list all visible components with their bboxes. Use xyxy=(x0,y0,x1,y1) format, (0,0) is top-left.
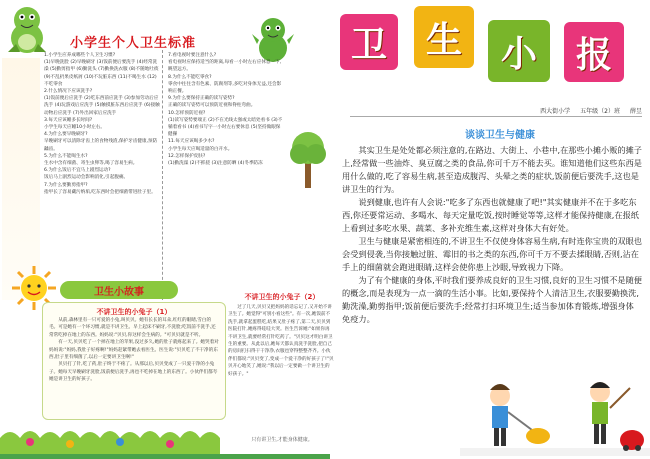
title-char-2: 生 xyxy=(414,6,474,68)
cartoon-dinosaur-left xyxy=(2,2,52,58)
dashed-divider xyxy=(162,50,163,300)
article-title: 谈谈卫生与健康 xyxy=(465,130,535,141)
story-banner-label: 卫生小故事 xyxy=(94,286,144,298)
story-1-text: 从前,森林里有一只可爱的小兔,叫贝贝。她有长长的耳朵,红红的眼睛,雪白的毛。可是她有一个坏习惯,就是不讲卫生。早上起床不刷牙,不洗脸;吃饭前不洗手,还常常吃掉在地上的东西。妈妈说:"贝贝,你这样会生病的。"可贝贝就是不听。 有一天,贝贝吃了一个掉在地上的苹果,没过多久,她的肚子就疼起来了。她哭着对妈妈说:"妈妈,我肚子好疼啊!"妈妈赶紧带她去看医生。医生说:"贝贝吃了不干净的东西,肚子里有细菌了,以后一定要讲卫生啊!" 贝贝打了针,吃了药,肚子终于不疼了。从那以后,贝贝变成了一只爱干净的小兔子。她每天早晚刷牙洗脸,饭前便后洗手,再也不吃掉在地上的东西了。小伙伴们都夸她是讲卫生的好孩子。 xyxy=(49,318,219,383)
tree-icon xyxy=(288,120,328,190)
cleaning-kids-illustration xyxy=(460,370,650,456)
school-name: 西大街小学 xyxy=(540,108,571,115)
student-info xyxy=(450,106,650,115)
story-2-card xyxy=(224,292,339,454)
right-panel xyxy=(330,0,650,459)
title-char-4: 报 xyxy=(564,22,624,82)
article-paragraph-3: 卫生与健康是紧密相连的,不讲卫生不仅使身体容易生病,有时连你宝贵的双眼也会受到侵袭,当你接触过脏、霉旧的书之类的东西,你可千万不要去揉眼睛,否则,沾在手上的细菌就会跑进眼睛,这样会使你患上沙眼,导致视力下降。 xyxy=(342,236,642,272)
article-paragraph-2: 说到健康,也许有人会说:"吃多了东西也就健康了吧!"其实健康并不在于多吃东西,你还要常运动、多喝水、每天定量吃饭,按时睡觉等等,这样才能保持健康,在报纸上看到过多吃水果、蔬菜、多补充维生素,这样对身体大有好处。 xyxy=(342,197,639,233)
article-paragraph-4: 为了有个健康的身体,平时我们要养成良好的卫生习惯,良好的卫生习惯不是随便的概念,而是表现为一点一滴的生活小事。比如,要保持个人清洁卫生,衣服要勤换洗,勤洗澡,勤剪指甲;饭前便后要洗手;经常打扫环境卫生;适当参加体育锻炼,增强身体免疫力。 xyxy=(342,275,642,324)
standards-column-1: 1.小学生应养成哪些个人卫生习惯? (1)早晚洗脸 (2)早晚刷牙 (3)饭前便后要洗手 (4)经常洗澡 (5)勤剪指甲 (6)勤洗头 (7)勤换洗衣服 (8)不随地吐痰 (9)不乱扔果皮纸屑 (10)不玩脏东西 (11)不喝生水 (12)不吃零食 2.什么情况下应该洗手? (1)饭前便后应洗手 (2)吃东西前应洗手 (3)参加劳动后应洗手 (4)玩游戏后应洗手 (5)触摸脏东西后应洗手 (6)接触动物后应洗手 (7)外出回家后应洗手 3.每天应该睡多长时间? 小学生每天应睡10小时左右。 4.为什么要早晚刷牙? 早晚刷牙可以清除牙齿上的食物残渣,保护牙齿健康,预防龋齿。 5.为什么不能喝生水? 生水中含有细菌、寄生虫卵等,喝了容易生病。 6.为什么饭后不宜马上剧烈运动? 饭后马上剧烈运动会影响消化,引起腹痛。 7.为什么要勤剪指甲? 指甲长了容易藏污纳垢,吃东西时会把细菌带进肚子里。 xyxy=(44,53,160,195)
class-name: 五年级（2）班 xyxy=(580,108,620,115)
student-name: 薛昱 xyxy=(629,108,642,115)
info-underline xyxy=(350,116,642,117)
title-char-1: 卫 xyxy=(340,14,398,70)
story-2-footer: 只有讲卫生,才能身体健康。 xyxy=(251,437,313,443)
story-1-box xyxy=(42,302,226,420)
page-title-left: 小学生个人卫生标准 xyxy=(70,36,197,51)
standards-column-2: 7.看电视时要注意什么? 看电视时应保持适当的距离,每看一小时左右应休息一下,眺望远方。 8.为什么不能吃零食? 零食中往往含有色素、防腐剂等,多吃对身体无益,还会影响正餐。 9.为什么要保持正确的读写姿势? 正确的读写姿势可以预防近视和脊柱弯曲。 10.怎样预防近视? (1)读写姿势要端正 (2)不在光线太强或太暗处看书 (3)不躺着看书 (4)看书写字一小时左右要休息 (5)坚持做眼保健操 11.每天应该喝多少水? 小学生每天应喝适量的白开水。 12.怎样保护皮肤? (1)勤洗澡 (2)不抓挠 (3)注意防晒 (4)冬季防冻 xyxy=(168,53,283,167)
title-char-3: 小 xyxy=(488,20,550,82)
story-2-title: 不讲卫生的小兔子（2） xyxy=(244,293,320,301)
story-2-text: 过了几天,贝贝又把妈妈的话忘记了,又开始不讲卫生了。她觉得"可别小看这些"。有一次,她饭前不洗手,就拿起蛋糕吃,结果又肚子疼了,第二天,贝贝到医院打针,她疼得哇哇大哭。医生告诉她:"如果你再不讲卫生,就要经常打针吃药了。"贝贝这才明白讲卫生的重要。从此以后,她每天都认真洗手洗脸,把自己的房间打扫得干干净净,衣服也穿得整整齐齐。小伙伴们都说:"贝贝变了,变成一个爱干净的好孩子了!"贝贝开心地笑了,她说:"我以后一定要做一个讲卫生的好孩子。" xyxy=(228,305,334,377)
story-banner xyxy=(60,281,178,299)
story-1-title: 不讲卫生的小兔子（1） xyxy=(96,308,172,316)
article-paragraph-1: 其实卫生是处处都必须注意的,在路边、大街上、小巷中,在那些小摊小贩的摊子上,经常做一些油炸、臭豆腐之类的食品,你可千万不能去买。谁知道他们这些东西是用什么做的,吃了容易生病,甚至造成腹泻、头晕之类的症状,饭前便后要洗手,这也是讲卫生的行为。 xyxy=(342,145,642,194)
